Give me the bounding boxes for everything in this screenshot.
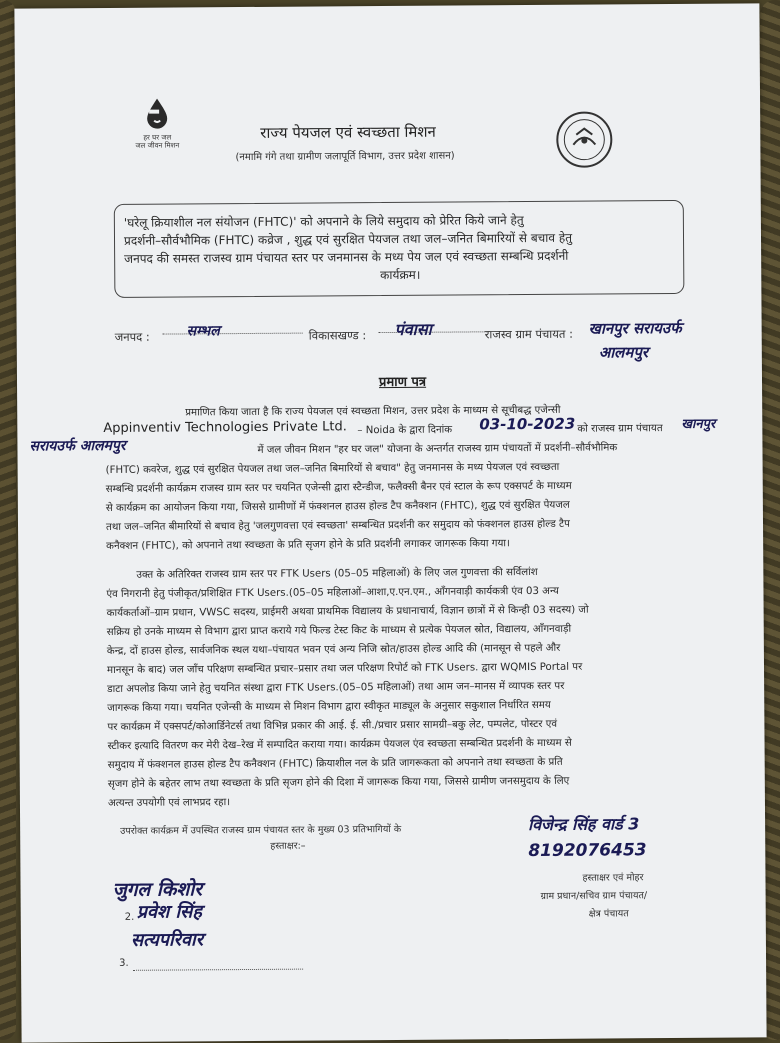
panchayat-value-1: खानपुर सरायउर्फ <box>588 318 682 338</box>
para1-line2-end: को राजस्व ग्राम पंचायत <box>577 423 663 435</box>
logo-caption-2: जल जीवन मिशन <box>135 141 180 150</box>
para2-line-1: एंव निगरानी हेतु पंजीकृत/प्रशिक्षित FTK Users.(05–05 महिलाओं–आशा,ए.एन.एम., आँगनवाड़ी कार्यकत्री एंव 03 अन्य <box>106 585 559 600</box>
district-value: सम्भल <box>186 323 220 340</box>
block-value: पंवासा <box>394 319 432 339</box>
pradhan-name-handwritten: विजेन्द्र सिंह वार्ड 3 <box>528 814 640 835</box>
para1-line3: में जल जीवन मिशन "हर घर जल" योजना के अन्तर्गत राजस्व ग्राम पंचायतों में प्रदर्शनी–सौर्वभौमिक <box>257 442 618 456</box>
certificate-paper <box>14 3 766 1042</box>
participant-2-signature: प्रवेश सिंह <box>136 901 202 923</box>
program-date: 03-10-2023 <box>479 414 576 434</box>
participant-extra-signature: सत्यपरिवार <box>130 929 204 951</box>
village-handwritten-1: खानपुर <box>681 416 716 432</box>
para2-line-7: जागरूक किया गया। चयनित एजेन्सी के माध्यम से मिशन विभाग द्वारा स्वीकृत माड्यूल के अनुसार सकुशाल निर्धारित समय <box>107 699 551 714</box>
pradhan-phone-handwritten: 8192076453 <box>528 840 647 862</box>
jal-jeevan-mission-logo <box>127 95 187 149</box>
pradhan-area: क्षेत्र पंचायत <box>588 908 629 920</box>
para2-line-8: पर कार्यक्रम में एक्सपर्ट/कोआर्डिनेटर्स तथा विभिन्न प्रकार की आई. ई. सी./प्रचार प्रसार सामग्री–बकु लेट, पम्पलेट, पोस्टर एवं <box>107 718 558 733</box>
para2-line-2: कार्यकर्ताओं–ग्राम प्रधान, VWSC सदस्य, प्राईमरी अथवा प्राथमिक विद्यालय के प्रधानाचार्य, विज्ञान छात्रों में से किन्ही 03 सदस्य) जो <box>106 604 589 619</box>
participant-3-line <box>133 969 303 971</box>
mission-title: राज्य पेयजल एवं स्वच्छता मिशन <box>260 122 436 142</box>
para1-line6: से कार्यक्रम का आयोजन किया गया, जिससे ग्रामीणों में फंक्शनल हाउस होल्ड टैप कनैक्शन (FHTC), शुद्ध एवं सुरक्षित पेयजल <box>105 499 570 514</box>
para2-line-0: उक्त के अतिरिक्त राजस्व ग्राम स्तर पर FTK Users (05–05 महिलाओं) के लिए जल गुणवत्ता की सर्विलांश <box>136 566 538 581</box>
para2-line-10: समुदाय में फंक्शनल हाउस होल्ड टैप कनैक्शन (FHTC) क्रियाशील नल के प्रति जागरूकता को अपनाने तथा स्वच्छता के प्रति <box>107 756 563 771</box>
rope-texture-left <box>0 0 16 1040</box>
participant-3-number: 3. <box>119 957 129 969</box>
para2-line-3: सक्रिय हो उनके माध्यम से विभाग द्वारा प्राप्त कराये गये फिल्ड टेस्ट किट के माध्यम से प्रत्येक पेयजल स्रोत, विद्यालय, आँगनवाड़ी <box>106 623 572 638</box>
participants-text-1: उपरोक्त कार्यक्रम में उपस्थित राजस्व ग्राम पंचायत स्तर के मुख्य 03 प्रतिभागियों के <box>120 823 402 837</box>
para1-line8: कनैक्शन (FHTC), को अपनाने तथा स्वच्छता के प्रति सृजग होने के प्रति प्रदर्शनी लगाकर जागरूक किया गया। <box>106 538 510 552</box>
para2-line-12: अत्यन्त उपयोगी एवं लाभप्रद रहा। <box>107 797 231 809</box>
logo-caption-1: हर घर जल <box>143 133 172 142</box>
participants-text-2: हस्ताक्षर:– <box>270 840 306 852</box>
panchayat-value-2: आलमपुर <box>598 343 649 362</box>
certificate-heading: प्रमाण पत्र <box>378 374 427 391</box>
para1-line5: सम्बन्धि प्रदर्शनी कार्यक्रम राजस्व ग्राम स्तर पर चयनित एजेन्सी द्वारा स्टैन्डीज, फलैक्सी बैनर एवं स्टाल के रूप एक्सपर्ट के माध्यम <box>105 480 572 495</box>
participant-2-number: 2. <box>124 911 135 923</box>
para2-line-5: मानसून के बाद) जल जाँच परिक्षण सम्बन्धित प्रचार–प्रसार तथा जल परिक्षण रिपोर्ट को FTK Users. द्वारा WQMIS Portal पर <box>106 661 583 676</box>
participant-1-signature: जुगल किशोर <box>112 878 203 901</box>
subject-line-1: 'घरेलू क्रियाशील नल संयोजन (FHTC)' को अपनाने के लिये समुदाय को प्रेरित किये जाने हेतु <box>123 213 524 230</box>
district-underline <box>163 333 303 335</box>
para2-line-4: केन्द्र, दों हाउस होल्ड, सार्वजनिक स्थल यथा–पंचायत भवन एवं अन्य निजि स्रोत/हाउस होल्ड आदि की (मानसून से पहले और <box>106 642 561 657</box>
pradhan-role: ग्राम प्रधान/सचिव ग्राम पंचायत/ <box>540 890 648 902</box>
panchayat-label: राजस्व ग्राम पंचायत : <box>484 326 574 342</box>
district-label: जनपद : <box>114 329 150 344</box>
para2-line-6: डाटा अपलोड किया जाने हेतु चयनित संस्था द्वारा FTK Users.(05–05 महिलाओं) तथा आम जन–मानस में व्यापक स्तर पर <box>107 680 565 695</box>
para1-line1: प्रमाणित किया जाता है कि राज्य पेयजल एवं स्वच्छता मिशन, उत्तर प्रदेश के माध्यम से सूचीबद्ध एजेन्सी <box>185 404 561 419</box>
subject-line-4: कार्यक्रम। <box>380 267 421 283</box>
village-handwritten-2: सरायउर्फ आलमपुर <box>29 437 126 455</box>
para1-line7: तथा जल–जनित बीमारियों से बचाव हेतु 'जलगुणवत्ता एवं स्वच्छता' सम्बन्धित प्रदर्शनी कर समुदाय को फंक्शनल हाउस होल्ड टैप <box>105 518 570 533</box>
para2-line-9: स्टीकर इत्यादि वितरण कर मेरी देख–रेख में सम्पादित कराया गया। कार्यक्रम पेयजल एंव स्वच्छता सम्बन्धित प्रदर्शनी के माध्यम से <box>107 737 572 752</box>
para1-line4: (FHTC) कवरेज, शुद्ध एवं सुरक्षित पेयजल तथा जल–जनित बिमारियों से बचाव" हेतु जनमानस के मध्य पेयजल एवं स्वच्छता <box>105 461 560 476</box>
agency-name: Appinventiv Technologies Private Ltd. <box>103 419 347 437</box>
signature-seal-label: हस्ताक्षर एवं मोहर <box>582 872 644 884</box>
subject-line-3: जनपद की समस्त राजस्व ग्राम पंचायत स्तर पर जनमानस के मध्य पेय जल एवं स्वच्छता सम्बन्धि प्रदर्शनी <box>124 248 569 266</box>
water-drop-icon <box>140 96 174 130</box>
subject-text <box>124 210 676 286</box>
block-label: विकासखण्ड : <box>308 328 367 343</box>
para2-line-11: सृजग होने के बहेतर लाभ तथा स्वच्छता के प्रति सृजग होने की दिशा में जागरूक किया गया, जिससे ग्रामीण जनसमुदाय के लिए <box>107 775 570 790</box>
para1-line2-mid: – Noida के द्वारा दिनांक <box>357 424 453 437</box>
subject-line-2: प्रदर्शनी–सौर्वभौमिक (FHTC) कव्रेज , शुद्ध एवं सुरक्षित पेयजल तथा जल–जनित बिमारियों से बचाव हेतु <box>123 230 573 248</box>
mission-subtitle: (नमामि गंगे तथा ग्रामीण जलापूर्ति विभाग, उत्तर प्रदेश शासन) <box>235 150 455 164</box>
